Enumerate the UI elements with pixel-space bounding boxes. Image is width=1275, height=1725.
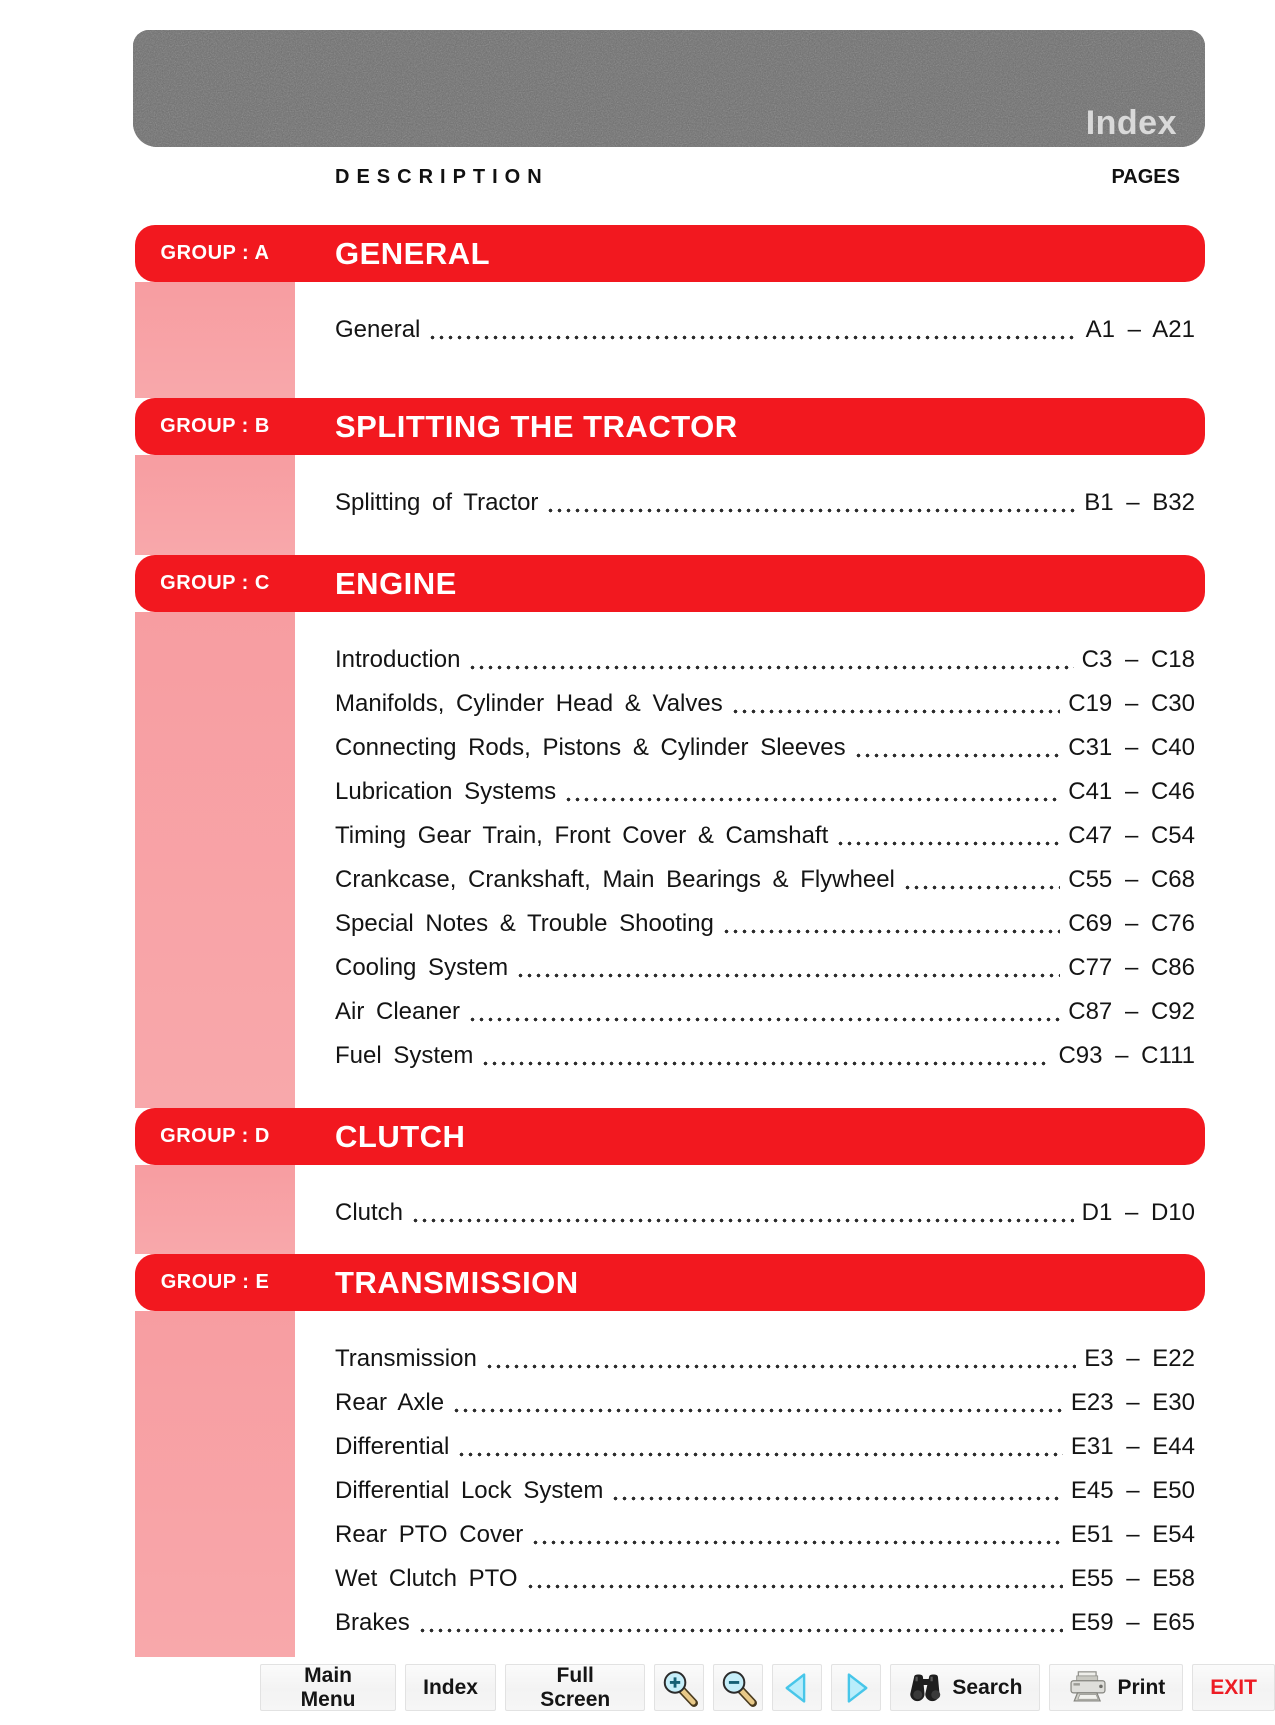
group-b-body: [135, 455, 1205, 555]
toc-entry[interactable]: [335, 1513, 1195, 1557]
group-a-title: GENERAL: [335, 235, 491, 271]
dot-leader: [854, 753, 1061, 758]
page-title: Index: [1085, 104, 1177, 142]
toc-entry[interactable]: [335, 990, 1195, 1034]
toc-entry[interactable]: [335, 1034, 1195, 1078]
entry-name: Splitting of Tractor: [335, 489, 539, 516]
index-button[interactable]: Index: [405, 1664, 496, 1711]
dot-leader: [411, 1218, 1074, 1223]
dot-leader: [457, 1452, 1063, 1457]
entry-pages: C3 – C18: [1081, 646, 1195, 673]
entry-name: Wet Clutch PTO: [335, 1565, 518, 1592]
entry-pages: C19 – C30: [1068, 690, 1195, 717]
navigation-toolbar: [260, 1664, 1275, 1711]
group-b-label: GROUP : B: [160, 415, 270, 437]
entry-name: Cooling System: [335, 954, 509, 981]
entry-pages: C77 – C86: [1068, 954, 1195, 981]
toc-entry[interactable]: [335, 638, 1195, 682]
entry-pages: C31 – C40: [1068, 734, 1195, 761]
entry-pages: C41 – C46: [1068, 778, 1195, 805]
dot-leader: [485, 1364, 1076, 1369]
dot-leader: [418, 1628, 1063, 1633]
search-button[interactable]: [890, 1664, 1040, 1711]
group-e-label: GROUP : E: [160, 1271, 270, 1293]
entry-name: Connecting Rods, Pistons & Cylinder Sleeves: [335, 734, 846, 761]
next-arrow-icon: [837, 1669, 875, 1707]
main-menu-button[interactable]: Main Menu: [260, 1664, 396, 1711]
group-c-bar[interactable]: [135, 555, 1205, 612]
group-e-rail: [135, 1311, 295, 1657]
entry-pages: C87 – C92: [1068, 998, 1195, 1025]
group-b-title: SPLITTING THE TRACTOR: [335, 408, 738, 444]
dot-leader: [731, 709, 1061, 714]
previous-page-button[interactable]: [772, 1664, 822, 1711]
dot-leader: [526, 1584, 1063, 1589]
entry-name: Differential Lock System: [335, 1477, 604, 1504]
toc-entry[interactable]: [335, 1601, 1195, 1645]
dot-leader: [564, 797, 1060, 802]
entry-pages: E45 – E50: [1070, 1477, 1195, 1504]
entry-pages: E51 – E54: [1070, 1521, 1195, 1548]
exit-button[interactable]: EXIT: [1192, 1664, 1275, 1711]
dot-leader: [468, 665, 1073, 670]
group-e-title: TRANSMISSION: [335, 1264, 579, 1300]
toc-entry[interactable]: [335, 946, 1195, 990]
entry-name: Introduction: [335, 646, 461, 673]
toc-entry[interactable]: [335, 1557, 1195, 1601]
dot-leader: [722, 929, 1060, 934]
print-printer-icon: [1067, 1669, 1109, 1707]
entry-pages: C69 – C76: [1068, 910, 1195, 937]
group-d-title: CLUTCH: [335, 1118, 466, 1154]
toc-entry[interactable]: [335, 726, 1195, 770]
zoom-in-icon: [660, 1669, 698, 1707]
group-d-body: [135, 1165, 1205, 1254]
group-d-label: GROUP : D: [160, 1125, 270, 1147]
entry-pages: C47 – C54: [1068, 822, 1195, 849]
dot-leader: [531, 1540, 1063, 1545]
group-a-label: GROUP : A: [160, 242, 270, 264]
toc-entry[interactable]: [335, 770, 1195, 814]
toc-entry[interactable]: [335, 902, 1195, 946]
entry-name: Special Notes & Trouble Shooting: [335, 910, 714, 937]
search-button-label: Search: [952, 1675, 1023, 1699]
group-c-rail: [135, 612, 295, 1108]
entry-name: Rear Axle: [335, 1389, 445, 1416]
entry-pages: C55 – C68: [1068, 866, 1195, 893]
group-e-body: [135, 1311, 1205, 1657]
toc-entry[interactable]: [335, 682, 1195, 726]
pages-column-header: PAGES: [1111, 166, 1180, 188]
zoom-out-icon: [719, 1669, 757, 1707]
dot-leader: [903, 885, 1060, 890]
dot-leader: [516, 973, 1060, 978]
toc-entry[interactable]: [335, 1381, 1195, 1425]
column-headers: [135, 166, 1205, 189]
group-a-bar[interactable]: [135, 225, 1205, 282]
entry-pages: D1 – D10: [1081, 1199, 1195, 1226]
index-header-banner: [133, 30, 1205, 147]
dot-leader: [836, 841, 1060, 846]
group-a-rail: [135, 282, 295, 398]
group-c-label: GROUP : C: [160, 572, 270, 594]
toc-entry[interactable]: [335, 1191, 1195, 1235]
toc-entry[interactable]: [335, 1425, 1195, 1469]
entry-name: Manifolds, Cylinder Head & Valves: [335, 690, 723, 717]
toc-entry[interactable]: [335, 814, 1195, 858]
group-b-bar[interactable]: [135, 398, 1205, 455]
entry-name: Fuel System: [335, 1042, 474, 1069]
index-sections: [135, 225, 1205, 1657]
description-column-header: DESCRIPTION: [335, 166, 549, 188]
group-d-rail: [135, 1165, 295, 1254]
toc-entry[interactable]: [335, 308, 1195, 352]
full-screen-button[interactable]: Full Screen: [505, 1664, 645, 1711]
toc-entry[interactable]: [335, 481, 1195, 525]
entry-name: Brakes: [335, 1609, 410, 1636]
group-b-rail: [135, 455, 295, 555]
entry-pages: E55 – E58: [1070, 1565, 1195, 1592]
entry-pages: A1 – A21: [1085, 316, 1195, 343]
banner-noise-texture: [133, 30, 1205, 147]
entry-name: General: [335, 316, 421, 343]
dot-leader: [428, 335, 1077, 340]
entry-name: Rear PTO Cover: [335, 1521, 524, 1548]
toc-entry[interactable]: [335, 1337, 1195, 1381]
prev-arrow-icon: [778, 1669, 816, 1707]
entry-pages: E31 – E44: [1070, 1433, 1195, 1460]
entry-pages: E23 – E30: [1070, 1389, 1195, 1416]
group-c-title: ENGINE: [335, 565, 457, 601]
group-d-bar[interactable]: [135, 1108, 1205, 1165]
zoom-in-button[interactable]: [654, 1664, 704, 1711]
toc-entry[interactable]: [335, 1469, 1195, 1513]
entry-pages: E3 – E22: [1084, 1345, 1195, 1372]
print-button[interactable]: [1049, 1664, 1183, 1711]
entry-name: Transmission: [335, 1345, 477, 1372]
print-button-label: Print: [1117, 1675, 1166, 1699]
entry-name: Clutch: [335, 1199, 404, 1226]
entry-pages: C93 – C111: [1058, 1042, 1195, 1069]
toc-entry[interactable]: [335, 858, 1195, 902]
dot-leader: [452, 1408, 1063, 1413]
entry-pages: B1 – B32: [1084, 489, 1195, 516]
dot-leader: [468, 1017, 1060, 1022]
dot-leader: [611, 1496, 1063, 1501]
next-page-button[interactable]: [831, 1664, 881, 1711]
entry-name: Air Cleaner: [335, 998, 461, 1025]
entry-name: Timing Gear Train, Front Cover & Camshaft: [335, 822, 829, 849]
group-e-bar[interactable]: [135, 1254, 1205, 1311]
entry-name: Lubrication Systems: [335, 778, 557, 805]
dot-leader: [481, 1061, 1050, 1066]
zoom-out-button[interactable]: [713, 1664, 763, 1711]
dot-leader: [546, 508, 1076, 513]
group-c-body: [135, 612, 1205, 1108]
entry-name: Differential: [335, 1433, 450, 1460]
entry-pages: E59 – E65: [1070, 1609, 1195, 1636]
search-binoculars-icon: [908, 1671, 944, 1705]
entry-name: Crankcase, Crankshaft, Main Bearings & Flywheel: [335, 866, 895, 893]
group-a-body: [135, 282, 1205, 398]
